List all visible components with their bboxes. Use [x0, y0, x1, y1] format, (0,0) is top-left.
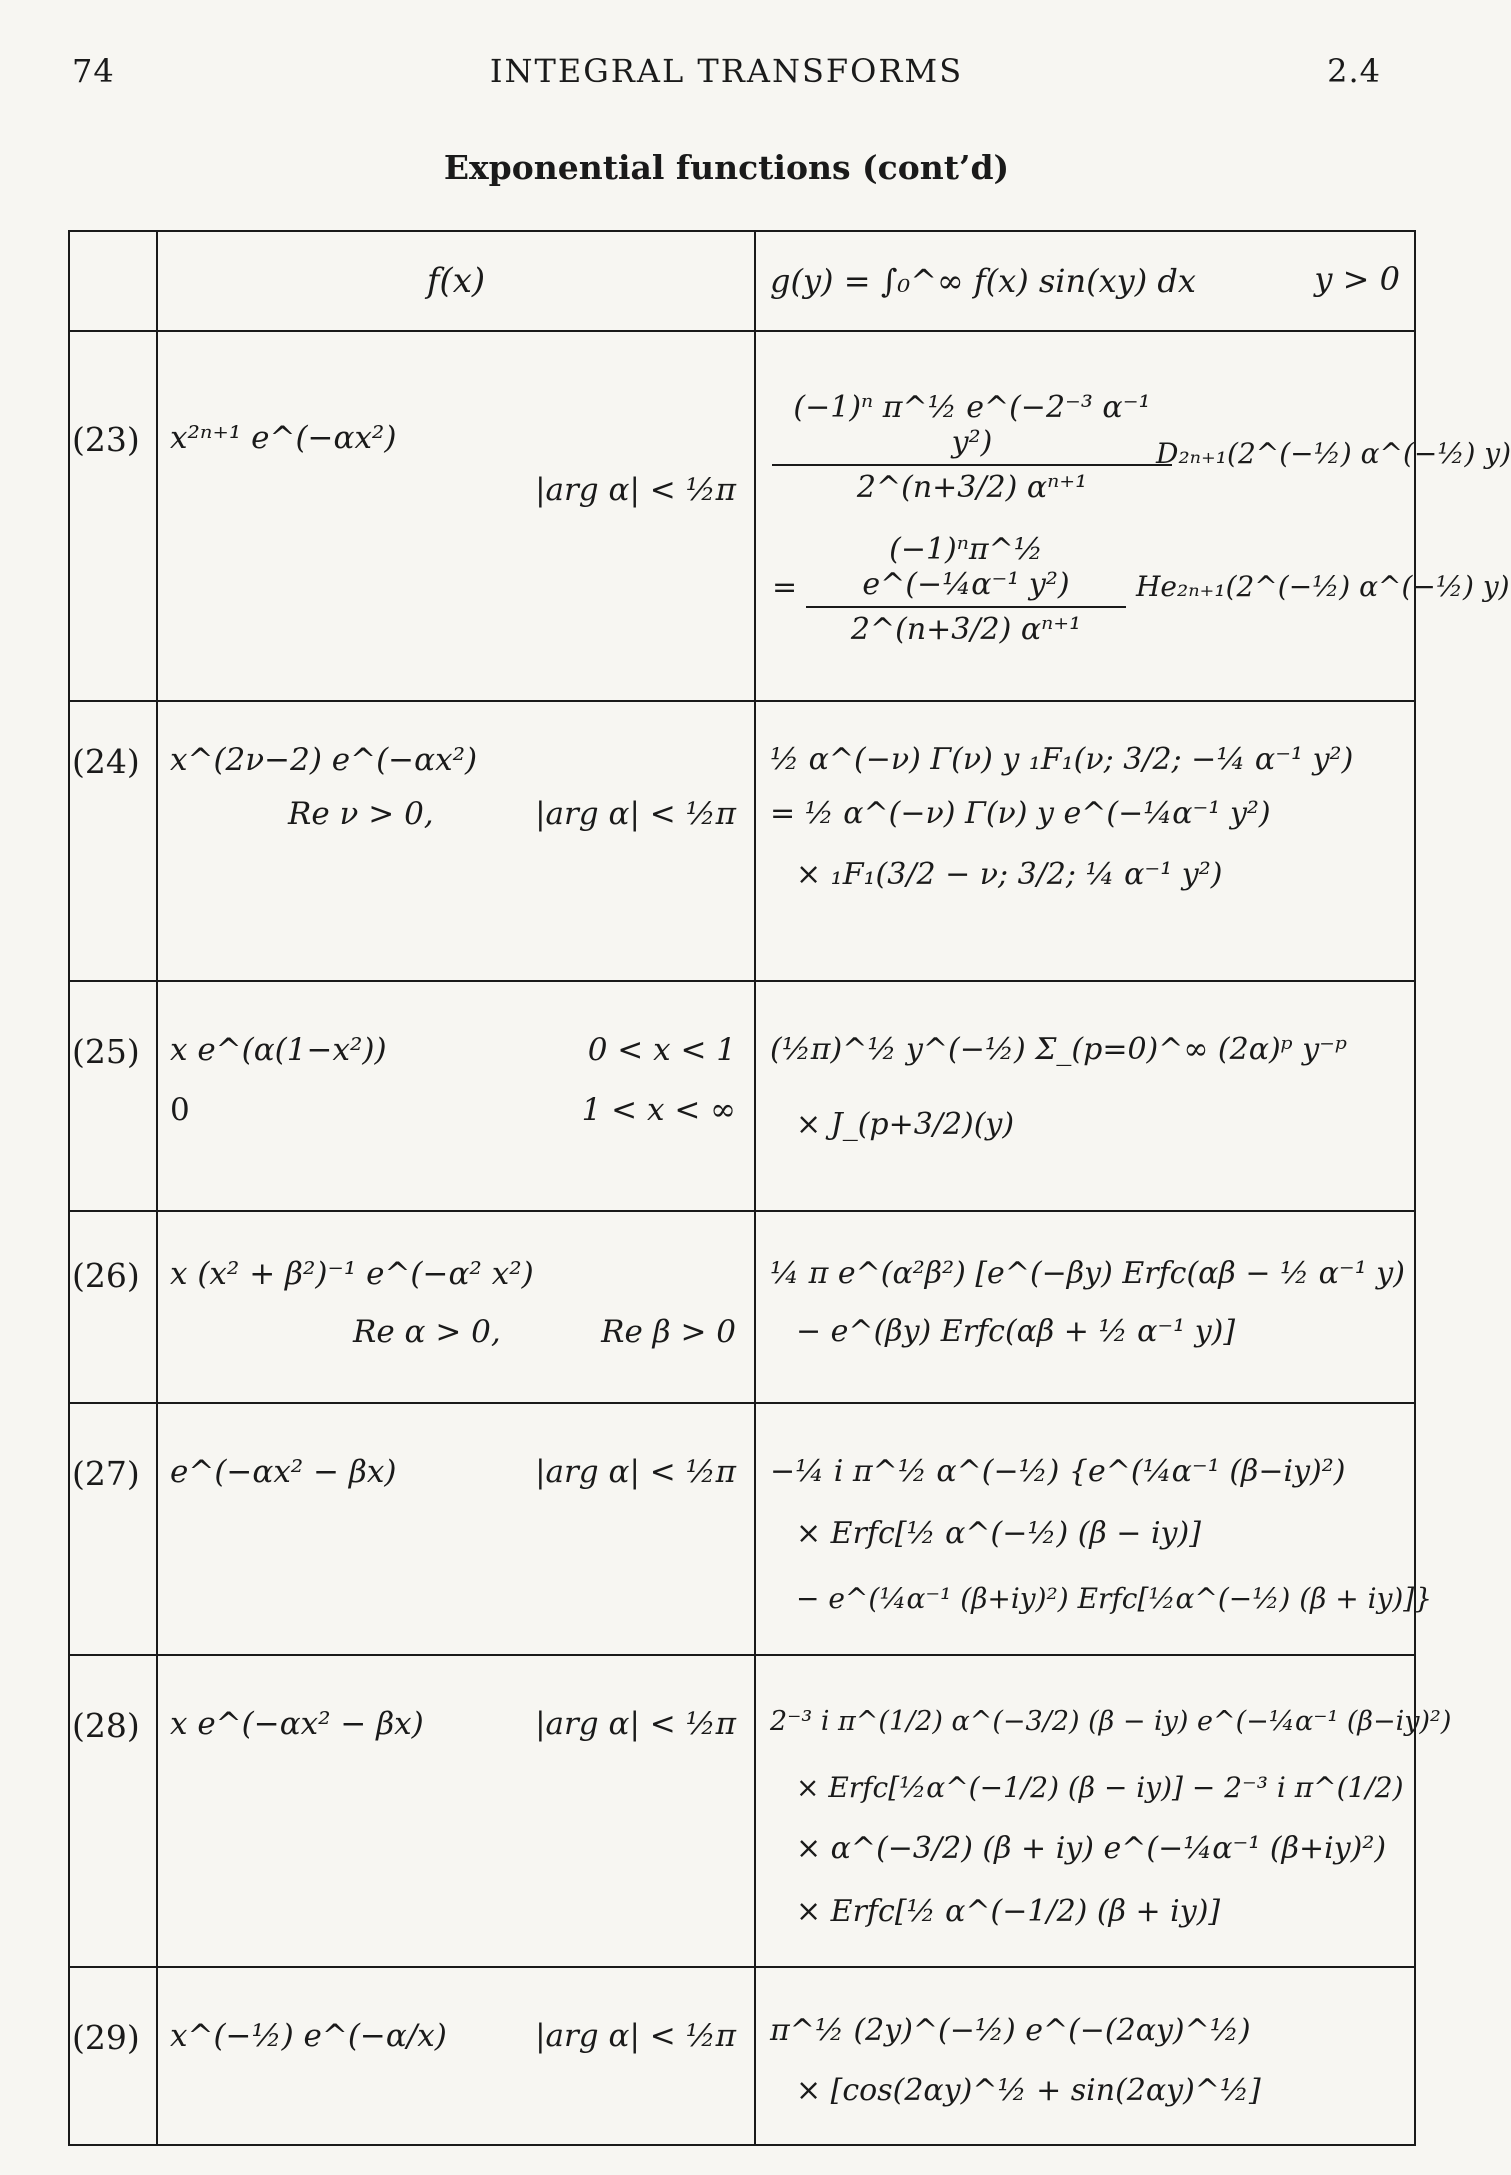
table-row: [69, 701, 1415, 981]
f-condition: 0 < x < 1: [587, 1032, 736, 1068]
entry-number: (24): [69, 701, 157, 981]
table-subtitle: Exponential functions (cont’d): [443, 148, 1010, 187]
f-cell: [157, 331, 755, 701]
f-cell: [157, 1403, 755, 1655]
entry-number: (26): [69, 1211, 157, 1403]
entry-number: (25): [69, 981, 157, 1211]
entry-number: (27): [69, 1403, 157, 1655]
entry-number: (29): [69, 1967, 157, 2145]
f-expression: x^(−½) e^(−α/x): [170, 2018, 447, 2054]
g-line: × α^(−3/2) (β + iy) e^(−¼α⁻¹ (β+iy)²): [796, 1831, 1387, 1866]
g-tail-1: D₂ₙ₊₁(2^(−½) α^(−½) y): [1156, 437, 1511, 470]
table-row: [69, 1403, 1415, 1655]
f-cell: [157, 981, 755, 1211]
header-g-condition: y > 0: [1314, 260, 1400, 298]
f-condition: |arg α| < ½π: [535, 472, 736, 508]
g-line: − e^(βy) Erfc(αβ + ½ α⁻¹ y)]: [796, 1314, 1236, 1349]
g-line: = ½ α^(−ν) Γ(ν) y e^(−¼α⁻¹ y²): [770, 796, 1271, 831]
page-number: 74: [72, 52, 115, 90]
g-cell: [755, 1403, 1433, 1655]
f-expression: x (x² + β²)⁻¹ e^(−α² x²): [170, 1256, 534, 1292]
fraction-bar: [772, 464, 1172, 466]
header-number-cell: [69, 231, 157, 331]
equals-sign: =: [772, 570, 798, 605]
f-expression: x e^(α(1−x²)): [170, 1032, 387, 1068]
f-condition: |arg α| < ½π: [535, 1454, 736, 1490]
g-line: × Erfc[½ α^(−½) (β − iy)]: [796, 1516, 1201, 1551]
g-fraction-2: [806, 532, 1126, 647]
g-line: × J_(p+3/2)(y): [796, 1107, 1015, 1142]
f-expression: x²ⁿ⁺¹ e^(−αx²): [170, 420, 397, 456]
g-line: π^½ (2y)^(−½) e^(−(2αy)^½): [770, 2013, 1251, 2048]
running-title: INTEGRAL TRANSFORMS: [489, 52, 964, 90]
f-expression: e^(−αx² − βx): [170, 1454, 397, 1490]
f-condition: Re β > 0: [601, 1314, 736, 1350]
f-expression-2: 0: [170, 1092, 190, 1128]
f-cell: [157, 1655, 755, 1967]
g-line: ¼ π e^(α²β²) [e^(−βy) Erfc(αβ − ½ α⁻¹ y): [770, 1256, 1405, 1291]
f-condition: |arg α| < ½π: [535, 796, 736, 832]
section-number: 2.4: [1327, 52, 1381, 90]
table-header-row: [69, 231, 1415, 331]
fraction-bar: [806, 606, 1126, 608]
f-condition-a: Re α > 0,: [353, 1314, 501, 1350]
g-line: − e^(¼α⁻¹ (β+iy)²) Erfc[½α^(−½) (β + iy)]}: [796, 1582, 1433, 1615]
g-line: ½ α^(−ν) Γ(ν) y ₁F₁(ν; 3/2; −¼ α⁻¹ y²): [770, 742, 1354, 777]
g-tail-2: He₂ₙ₊₁(2^(−½) α^(−½) y): [1136, 570, 1510, 603]
f-cell: [157, 701, 755, 981]
g-line: × [cos(2αy)^½ + sin(2αy)^½]: [796, 2073, 1261, 2108]
g-line: × Erfc[½α^(−1/2) (β − iy)] − 2⁻³ i π^(1/2): [796, 1771, 1404, 1804]
g-cell: [755, 981, 1415, 1211]
f-expression: x^(2ν−2) e^(−αx²): [170, 742, 478, 778]
g-cell: [755, 701, 1415, 981]
table-row: [69, 331, 1415, 701]
g-line: × Erfc[½ α^(−1/2) (β + iy)]: [796, 1894, 1221, 1929]
f-condition: |arg α| < ½π: [535, 1706, 736, 1742]
entry-number: (28): [69, 1655, 157, 1967]
g-cell: [755, 1211, 1415, 1403]
g-numerator-2: (−1)ⁿπ^½ e^(−¼α⁻¹ y²): [862, 532, 1070, 602]
header-g-formula: g(y) = ∫₀^∞ f(x) sin(xy) dx: [770, 262, 1196, 300]
table-row: [69, 1655, 1415, 1967]
g-line: (½π)^½ y^(−½) Σ_(p=0)^∞ (2α)ᵖ y⁻ᵖ: [770, 1032, 1347, 1067]
f-condition-a: Re ν > 0,: [288, 796, 434, 832]
g-cell: [755, 1655, 1452, 1967]
g-cell: [755, 1967, 1415, 2145]
table-row: [69, 981, 1415, 1211]
g-line: −¼ i π^½ α^(−½) {e^(¼α⁻¹ (β−iy)²): [770, 1454, 1346, 1489]
table-row: [69, 1211, 1415, 1403]
transform-table: [68, 230, 1511, 2146]
f-cell: [157, 1211, 755, 1403]
entry-number: (23): [69, 331, 157, 701]
g-cell: [755, 331, 1511, 701]
header-f-cell: f(x): [157, 231, 755, 331]
f-expression: x e^(−αx² − βx): [170, 1706, 424, 1742]
g-line: × ₁F₁(3/2 − ν; 3/2; ¼ α⁻¹ y²): [796, 857, 1223, 892]
table-row: [69, 1967, 1415, 2145]
f-condition: |arg α| < ½π: [535, 2018, 736, 2054]
g-numerator-1: (−1)ⁿ π^½ e^(−2⁻³ α⁻¹ y²): [793, 390, 1151, 460]
g-fraction-1: [772, 390, 1172, 505]
g-denominator-1: 2^(n+3/2) αⁿ⁺¹: [856, 470, 1088, 505]
f-condition-2: 1 < x < ∞: [581, 1092, 736, 1128]
header-g-cell: [755, 231, 1415, 331]
g-denominator-2: 2^(n+3/2) αⁿ⁺¹: [850, 612, 1082, 647]
g-line: 2⁻³ i π^(1/2) α^(−3/2) (β − iy) e^(−¼α⁻¹ (β−iy)²): [770, 1706, 1452, 1737]
f-cell: [157, 1967, 755, 2145]
